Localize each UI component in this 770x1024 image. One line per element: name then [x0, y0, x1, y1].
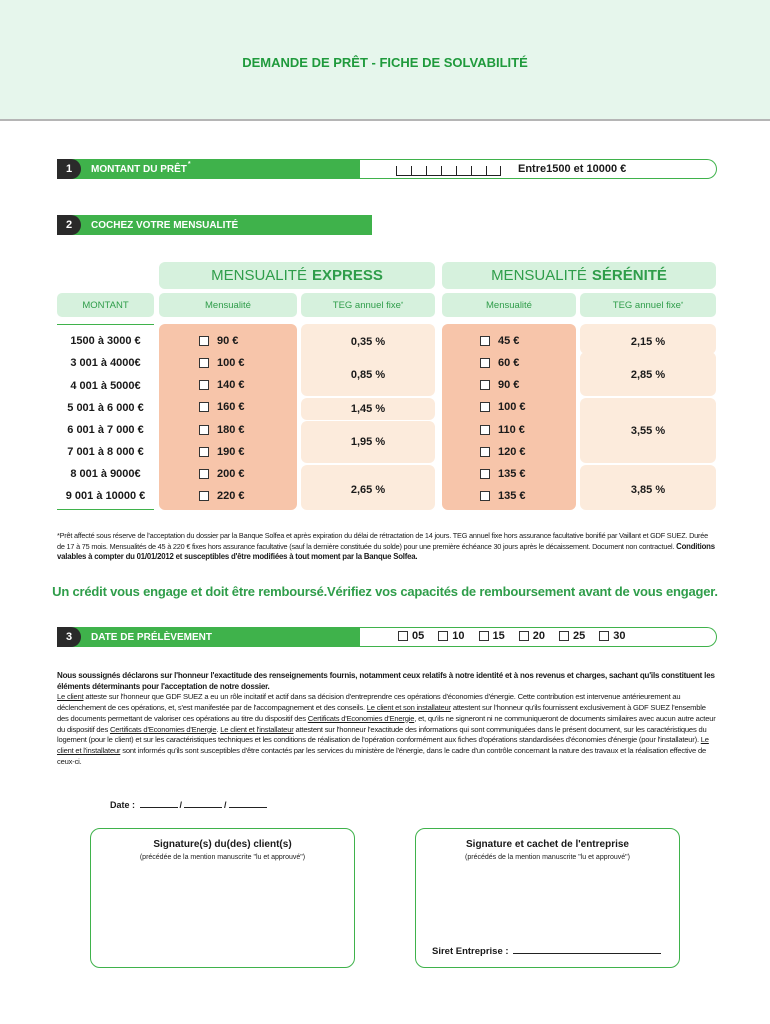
express-option[interactable]: 140 €	[199, 379, 245, 391]
asterisk: *	[187, 161, 191, 168]
teg-value: 3,85 %	[630, 484, 666, 496]
section-label: MONTANT DU PRÊT	[91, 163, 187, 175]
day-option[interactable]: 20	[519, 630, 545, 642]
checkbox[interactable]	[480, 491, 490, 501]
checkbox[interactable]	[480, 380, 490, 390]
checkbox[interactable]	[199, 425, 209, 435]
checkbox[interactable]	[559, 631, 569, 641]
express-mensualite-column	[159, 324, 297, 510]
section-2-bar	[57, 215, 372, 235]
express-option[interactable]: 200 €	[199, 468, 245, 480]
checkbox[interactable]	[519, 631, 529, 641]
montant-cell: 8 001 à 9000€	[70, 468, 141, 480]
serenite-option[interactable]: 100 €	[480, 401, 526, 413]
day-option[interactable]: 15	[479, 630, 505, 642]
montant-column	[57, 324, 154, 510]
signature-subtitle: (précédés de la mention manuscrite "lu et approuvé")	[465, 854, 630, 861]
checkbox[interactable]	[480, 358, 490, 368]
checkbox[interactable]	[199, 336, 209, 346]
teg-value: 2,85 %	[630, 369, 666, 381]
checkbox[interactable]	[199, 380, 209, 390]
checkbox[interactable]	[199, 358, 209, 368]
montant-cell: 4 001 à 5000€	[70, 380, 141, 392]
section-1-bar	[57, 159, 360, 179]
express-option[interactable]: 160 €	[199, 401, 245, 413]
teg-value: 0,35 %	[350, 336, 386, 348]
day-option[interactable]: 05	[398, 630, 424, 642]
day-options	[398, 630, 626, 642]
checkbox[interactable]	[480, 336, 490, 346]
teg-value: 3,55 %	[630, 425, 666, 437]
serenite-option[interactable]: 45 €	[480, 335, 519, 347]
client-signature-box[interactable]	[90, 828, 355, 968]
date-field[interactable]: Date : / /	[110, 800, 269, 810]
express-option[interactable]: 190 €	[199, 446, 245, 458]
serenite-option[interactable]: 60 €	[480, 357, 519, 369]
section-number: 3	[57, 627, 81, 647]
checkbox[interactable]	[480, 447, 490, 457]
serenite-mensualite-column	[442, 324, 576, 510]
day-option[interactable]: 25	[559, 630, 585, 642]
amount-range: Entre1500 et 10000 €	[518, 163, 627, 175]
serenite-heading: MENSUALITÉ SÉRÉNITÉ	[442, 262, 716, 289]
express-option[interactable]: 220 €	[199, 490, 245, 502]
montant-cell: 3 001 à 4000€	[70, 357, 141, 369]
express-heading: MENSUALITÉ EXPRESS	[159, 262, 435, 289]
checkbox[interactable]	[199, 491, 209, 501]
section-number: 1	[57, 159, 81, 179]
siret-field[interactable]: Siret Entreprise :	[432, 946, 663, 957]
signature-subtitle: (précédée de la mention manuscrite "lu et approuvé")	[139, 854, 306, 861]
checkbox[interactable]	[199, 447, 209, 457]
teg-value: 2,15 %	[630, 336, 666, 348]
col-express-teg: TEG annuel fixe *	[301, 293, 435, 317]
col-serenite-mensualite: Mensualité	[442, 293, 576, 317]
col-serenite-teg: TEG annuel fixe *	[580, 293, 716, 317]
checkbox[interactable]	[480, 425, 490, 435]
signature-title: Signature(s) du(des) client(s)	[153, 839, 292, 850]
teg-value: 1,95 %	[350, 436, 386, 448]
checkbox[interactable]	[479, 631, 489, 641]
page-title: DEMANDE DE PRÊT - FICHE DE SOLVABILITÉ	[242, 55, 528, 70]
checkbox[interactable]	[599, 631, 609, 641]
header-band	[0, 0, 770, 121]
montant-cell: 5 001 à 6 000 €	[67, 402, 144, 414]
col-montant: MONTANT	[57, 293, 154, 317]
footnote: *Prêt affecté sous réserve de l'acceptation du dossier par la Banque Solfea et après expiration du délai de rétractation de 14 jours. TEG annuel fixe hors assurance facultative bonifié par Vaillant et GDF SUEZ. Durée de 17 à 75 mois. Mensualités de 45 à 220 € fixes hors assurance facultative (sauf la dernière constituée du solde) pour une première échéance 30 jours après le décaissement. Document non contractuel. Conditions valables à compter du 01/01/2012 et susceptibles d'être modifiées à tout moment par la Banque Solfea.	[57, 531, 715, 561]
express-option[interactable]: 100 €	[199, 357, 245, 369]
checkbox[interactable]	[398, 631, 408, 641]
montant-cell: 6 001 à 7 000 €	[67, 424, 144, 436]
montant-cell: 1500 à 3000 €	[70, 335, 141, 347]
checkbox[interactable]	[480, 469, 490, 479]
day-option[interactable]: 10	[438, 630, 464, 642]
company-signature-box[interactable]	[415, 828, 680, 968]
serenite-option[interactable]: 110 €	[480, 424, 525, 436]
checkbox[interactable]	[199, 469, 209, 479]
section-label: DATE DE PRÉLÈVEMENT	[91, 631, 212, 643]
declaration-text: Nous soussignés déclarons sur l'honneur l'exactitude des renseignements fournis, notamment ceux relatifs à notre identité et à nos revenus et charges, sachant qu'ils constituent les éléments déterminants pour l'acceptation de notre dossier. Le client atteste sur l'honneur que GDF SUEZ a eu un rôle incitatif et actif dans sa décision d'entreprendre ces opérations d'économies d'énergie. Cette contribution est intervenue antérieurement au déclenchement de ces opérations, et, s'est manifestée par de l'accompagnement et des conseils. Le client et son installateur attestent sur l'honneur qu'ils fournissent exclusivement à GDF SUEZ l'ensemble des documents permettant de valoriser ces opérations au titre du dispositif des Certificats d'Economies d'Energie, et, qu'ils ne signeront ni ne communiqueront de documents similaires avec aucun autre acteur du dispositif des Certificats d'Economies d'Energie. Le client et l'installateur attestent sur l'honneur l'exactitude des informations qui sont communiquées dans le présent document, sur les caractéristiques du logement (pour le client) et sur les caractéristiques techniques et les conditions de réalisation de l'opération conformément aux fiches d'opérations standardisées d'économies d'énergie (pour l'installateur). Le client et l'installateur sont informés qu'ils sont susceptibles d'être contactés par les services du ministère de l'énergie, dans le cadre d'un contrôle concernant la nature des travaux et la réalisation effective de ceux-ci.	[57, 671, 716, 766]
serenite-option[interactable]: 90 €	[480, 379, 519, 391]
serenite-option[interactable]: 135 €	[480, 490, 526, 502]
express-option[interactable]: 90 €	[199, 335, 238, 347]
teg-value: 1,45 %	[350, 403, 386, 415]
signature-title: Signature et cachet de l'entreprise	[466, 839, 629, 850]
express-option[interactable]: 180 €	[199, 424, 245, 436]
checkbox[interactable]	[438, 631, 448, 641]
section-label: COCHEZ VOTRE MENSUALITÉ	[91, 219, 239, 231]
serenite-option[interactable]: 120 €	[480, 446, 526, 458]
section-number: 2	[57, 215, 81, 235]
section-3-bar	[57, 627, 360, 647]
col-express-mensualite: Mensualité	[159, 293, 297, 317]
teg-value: 2,65 %	[350, 484, 386, 496]
credit-warning: Un crédit vous engage et doit être remboursé.Vérifiez vos capacités de remboursement avant de vous engager.	[52, 584, 718, 599]
teg-value: 0,85 %	[350, 369, 386, 381]
day-option[interactable]: 30	[599, 630, 625, 642]
checkbox[interactable]	[199, 402, 209, 412]
montant-cell: 7 001 à 8 000 €	[67, 446, 144, 458]
montant-cell: 9 001 à 10000 €	[65, 490, 146, 502]
checkbox[interactable]	[480, 402, 490, 412]
serenite-option[interactable]: 135 €	[480, 468, 526, 480]
amount-digit-boxes[interactable]	[396, 166, 501, 176]
